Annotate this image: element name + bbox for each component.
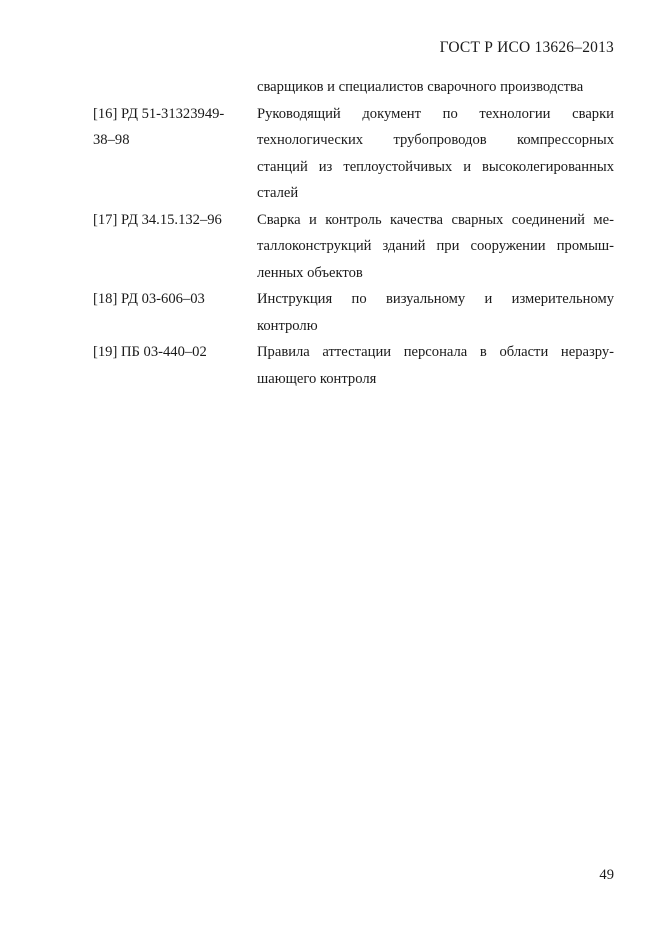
reference-code <box>93 339 257 366</box>
description-line: таллоконструкций зданий при сооружении промыш- <box>257 238 614 254</box>
reference-code <box>93 101 257 154</box>
description-line: сварщиков и специалистов сварочного производства <box>257 79 584 95</box>
reference-continuation <box>93 74 614 101</box>
reference-code-line: 38–98 <box>93 132 130 148</box>
description-line: контролю <box>257 317 318 334</box>
reference-code <box>93 207 257 234</box>
reference-17 <box>93 207 614 287</box>
reference-code-line: [18] РД 03-606–03 <box>93 291 205 307</box>
reference-description <box>257 101 614 207</box>
reference-18 <box>93 286 614 339</box>
description-line: Сварка и контроль качества сварных соединений ме- <box>257 211 614 228</box>
reference-19 <box>93 339 614 392</box>
description-line: шающего контроля <box>257 370 377 387</box>
reference-code <box>93 286 257 313</box>
description-line: Руководящий документ по технологии сварки <box>257 105 614 122</box>
reference-description <box>257 286 614 339</box>
reference-code-line: [19] ПБ 03-440–02 <box>93 344 207 360</box>
page-number: 49 <box>599 867 614 883</box>
reference-description <box>257 339 614 392</box>
references-list <box>93 74 614 392</box>
description-line: Инструкция по визуальному и измерительному <box>257 291 614 307</box>
description-line: ленных объектов <box>257 264 363 281</box>
document-header: ГОСТ Р ИСО 13626–2013 <box>439 39 614 56</box>
description-line: станций из теплоустойчивых и высоколегированных <box>257 158 614 175</box>
description-line: сталей <box>257 185 299 201</box>
description-line: технологических трубопроводов компрессорных <box>257 132 614 148</box>
reference-description <box>257 207 614 287</box>
reference-description <box>257 74 614 101</box>
reference-16 <box>93 101 614 207</box>
description-line: Правила аттестации персонала в области неразру- <box>257 344 614 360</box>
reference-code-line: [17] РД 34.15.132–96 <box>93 211 222 228</box>
reference-code-line: [16] РД 51-31323949- <box>93 105 225 122</box>
